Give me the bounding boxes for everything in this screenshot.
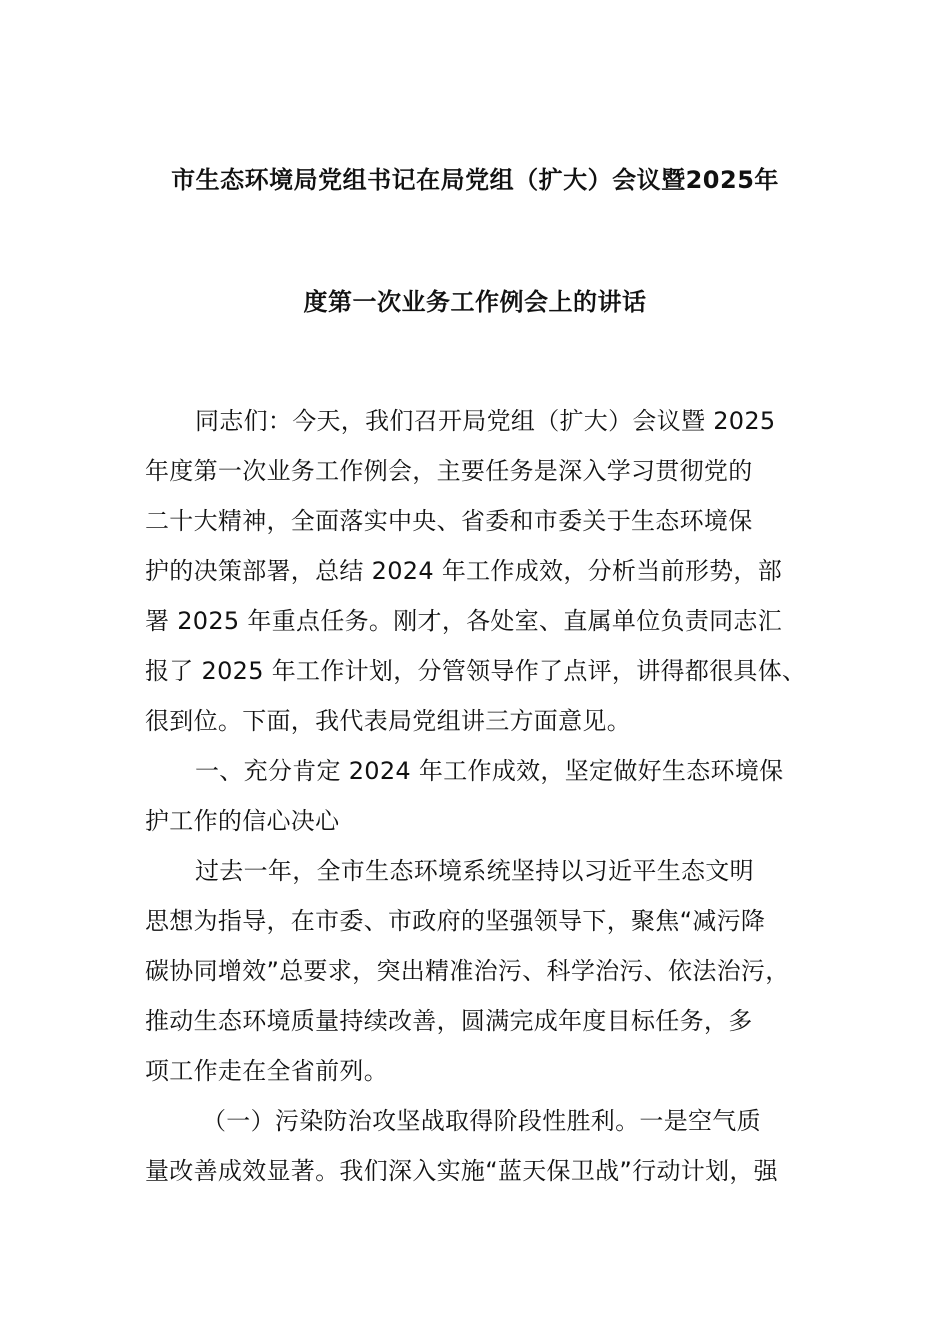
paragraph-line: 年度第一次业务工作例会，主要任务是深入学习贯彻党的 — [145, 457, 753, 485]
document-title-line-1: 市生态环境局党组书记在局党组（扩大）会议暨2025年 — [171, 166, 779, 194]
paragraph-line: 护的决策部署，总结 2024 年工作成效，分析当前形势，部 — [145, 557, 783, 585]
paragraph-line: 同志们：今天，我们召开局党组（扩大）会议暨 2025 — [195, 407, 776, 435]
section-heading-line: 护工作的信心决心 — [145, 807, 340, 835]
paragraph-line: 项工作走在全省前列。 — [145, 1057, 388, 1085]
subsection-line: （一）污染防治攻坚战取得阶段性胜利。一是空气质 — [202, 1107, 761, 1135]
paragraph-line: 思想为指导，在市委、市政府的坚强领导下，聚焦“减污降 — [145, 907, 766, 935]
paragraph-line: 署 2025 年重点任务。刚才，各处室、直属单位负责同志汇 — [145, 607, 783, 635]
paragraph-line: 过去一年，全市生态环境系统坚持以习近平生态文明 — [195, 857, 754, 885]
paragraph-line: 碳协同增效”总要求，突出精准治污、科学治污、依法治污， — [145, 957, 790, 985]
document-body — [145, 402, 825, 1202]
paragraph-line: 推动生态环境质量持续改善，圆满完成年度目标任务，多 — [145, 1007, 753, 1035]
paragraph-line: 报了 2025 年工作计划，分管领导作了点评，讲得都很具体、 — [145, 657, 807, 685]
paragraph-line: 二十大精神，全面落实中央、省委和市委关于生态环境保 — [145, 507, 753, 535]
paragraph-line: 量改善成效显著。我们深入实施“蓝天保卫战”行动计划，强 — [145, 1157, 778, 1185]
document-title-line-2: 度第一次业务工作例会上的讲话 — [303, 288, 647, 316]
paragraph-line: 很到位。下面，我代表局党组讲三方面意见。 — [145, 707, 631, 735]
section-heading-line: 一、充分肯定 2024 年工作成效，坚定做好生态环境保 — [195, 757, 784, 785]
